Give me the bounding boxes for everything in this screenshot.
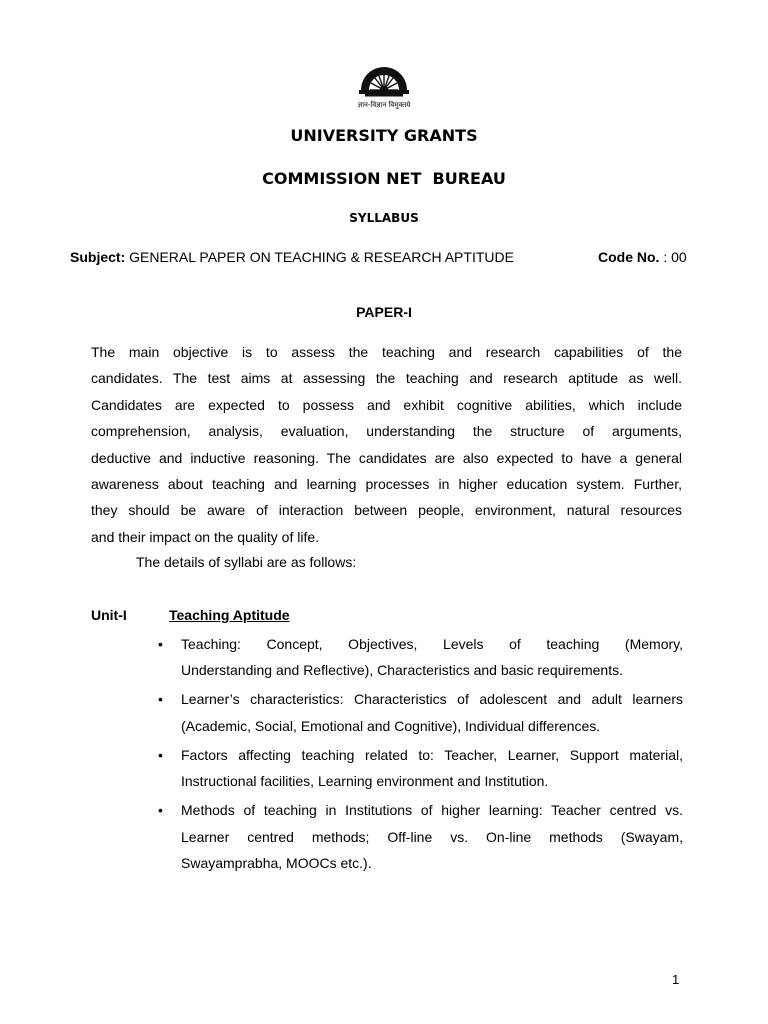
bullet-line: (Academic, Social, Emotional and Cognitive), Individual differences. bbox=[181, 717, 601, 734]
syllabus-heading: SYLLABUS bbox=[349, 211, 419, 225]
intro-line: and their impact on the quality of life. bbox=[91, 528, 320, 545]
bullet-line: Teaching: Concept, Objectives, Levels of teaching (Memory, bbox=[181, 636, 683, 652]
intro-line: they should be aware of interaction between people, environment, natural resources bbox=[91, 502, 682, 519]
list-item bbox=[155, 631, 683, 684]
bullet-line: Instructional facilities, Learning environment and Institution. bbox=[181, 773, 549, 790]
subject-label: Subject: bbox=[70, 249, 126, 265]
title-line-2 bbox=[0, 169, 768, 188]
subject-line bbox=[70, 249, 514, 265]
bullet-line: Factors affecting teaching related to: Teacher, Learner, Support material, bbox=[181, 746, 683, 763]
bullet-icon: • bbox=[158, 802, 163, 819]
list-item bbox=[155, 686, 683, 739]
logo-motto: ज्ञान-विज्ञान विमुक्तये bbox=[357, 101, 411, 109]
intro-line: candidates. The test aims at assessing the teaching and research aptitude as well. bbox=[91, 370, 682, 387]
bullet-line: Methods of teaching in Institutions of higher learning: Teacher centred vs. bbox=[181, 802, 683, 819]
list-item bbox=[155, 742, 683, 795]
intro-line: awareness about teaching and learning processes in higher education system. Further, bbox=[91, 475, 682, 492]
code-label: Code No. bbox=[598, 249, 660, 265]
title-line-1: UNIVERSITY GRANTS bbox=[290, 126, 478, 145]
subject-value: GENERAL PAPER ON TEACHING & RESEARCH APTITUDE bbox=[129, 249, 514, 265]
intro-line: Candidates are expected to possess and exhibit cognitive abilities, which include bbox=[91, 396, 682, 413]
intro-line: The main objective is to assess the teaching and research capabilities of the bbox=[91, 344, 682, 360]
unit-title: Teaching Aptitude bbox=[169, 607, 290, 623]
intro-line: deductive and inductive reasoning. The candidates are also expected to have a general bbox=[91, 449, 682, 466]
bullet-line: Swayamprabha, MOOCs etc.). bbox=[181, 854, 372, 871]
page-number: 1 bbox=[672, 972, 680, 987]
wheel-emblem-icon bbox=[347, 60, 421, 100]
unit-bullet-list bbox=[155, 631, 683, 879]
title-line-2-text: COMMISSION NET BUREAU bbox=[262, 169, 506, 188]
code-number bbox=[598, 249, 687, 265]
bullet-icon: • bbox=[158, 746, 163, 763]
details-text: The details of syllabi are as follows: bbox=[136, 554, 357, 570]
bullet-icon: • bbox=[158, 691, 163, 708]
unit-label: Unit-I bbox=[91, 607, 127, 623]
list-item bbox=[155, 797, 683, 876]
intro-line: comprehension, analysis, evaluation, understanding the structure of arguments, bbox=[91, 423, 682, 440]
bullet-line: Learner’s characteristics: Characteristics of adolescent and adult learners bbox=[181, 691, 683, 708]
paper-heading: PAPER-I bbox=[356, 304, 412, 320]
intro-paragraph bbox=[91, 339, 682, 550]
bullet-icon: • bbox=[158, 636, 163, 652]
code-value: : 00 bbox=[663, 249, 687, 265]
bullet-line: Understanding and Reflective), Characteristics and basic requirements. bbox=[181, 662, 623, 679]
bullet-line: Learner centred methods; Off-line vs. On-line methods (Swayam, bbox=[181, 828, 683, 845]
ugc-logo bbox=[347, 60, 421, 112]
